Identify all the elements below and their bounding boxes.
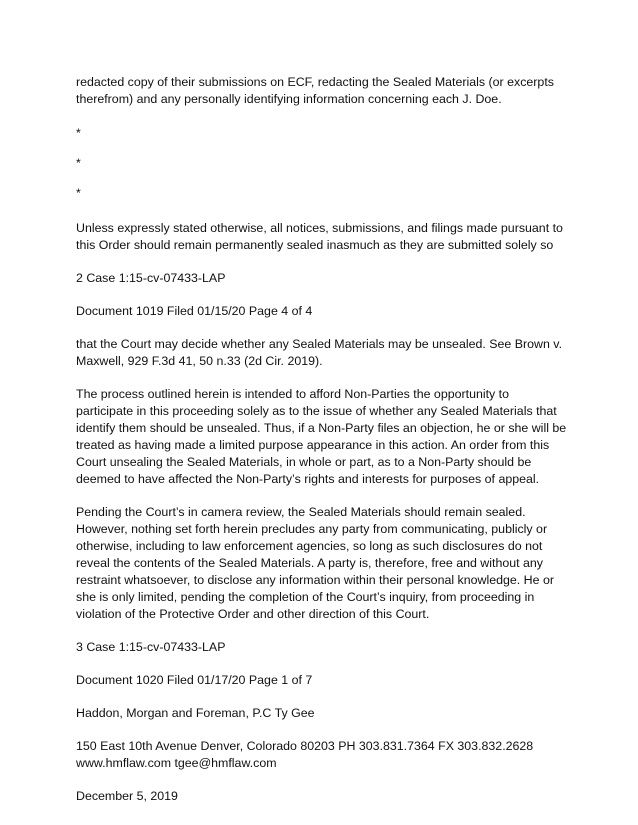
page-header-case-number: 2 Case 1:15-cv-07433-LAP bbox=[76, 271, 226, 285]
paragraph-redacted-copy: redacted copy of their submissions on ECF, redacting the Sealed Materials (or excerpts therefrom) and any personally identifying information concerning each J. Doe. bbox=[76, 75, 554, 106]
paragraph-pending-review: Pending the Court’s in camera review, the Sealed Materials should remain sealed. However, nothing set forth herein precludes any party from communicating, publicly or otherwise, including to law enforcement agencies, so long as such disclosures do not reveal the contents of the Sealed Materials. A party is, therefore, free and without any restraint whatsoever, to disclose any information within their personal knowledge. He or she is only limited, pending the completion of the Court’s inquiry, from proceeding in violation of the Protective Order and other direction of this Court. bbox=[76, 505, 554, 621]
separator-star-3: * bbox=[76, 186, 81, 200]
paragraph-unless-expressly: Unless expressly stated otherwise, all notices, submissions, and filings made pursuant to this Order should remain permanently sealed inasmuch as they are submitted solely so bbox=[76, 221, 563, 252]
page-header-document-filed-2: Document 1020 Filed 01/17/20 Page 1 of 7 bbox=[76, 673, 313, 687]
page-header-case-number-2: 3 Case 1:15-cv-07433-LAP bbox=[76, 640, 226, 654]
firm-address: 150 East 10th Avenue Denver, Colorado 80203 PH 303.831.7364 FX 303.832.2628 www.hmflaw.com tgee@hmflaw.com bbox=[76, 739, 534, 770]
paragraph-court-may-decide: that the Court may decide whether any Sealed Materials may be unsealed. See Brown v. Maxwell, 929 F.3d 41, 50 n.33 (2d Cir. 2019). bbox=[76, 337, 563, 368]
paragraph-process-outlined: The process outlined herein is intended to afford Non-Parties the opportunity to participate in this proceeding solely as to the issue of whether any Sealed Materials that identify them should be unsealed. Thus, if a Non-Party files an objection, he or she will be treated as having made a limited purpose appearance in this action. An order from this Court unsealing the Sealed Materials, in whole or part, as to a Non-Party should be deemed to have affected the Non-Party’s rights and interests for purposes of appeal. bbox=[76, 387, 567, 486]
separator-star-1: * bbox=[76, 126, 81, 140]
letter-date: December 5, 2019 bbox=[76, 789, 178, 803]
firm-name: Haddon, Morgan and Foreman, P.C Ty Gee bbox=[76, 706, 315, 720]
page-header-document-filed: Document 1019 Filed 01/15/20 Page 4 of 4 bbox=[76, 304, 313, 318]
separator-star-2: * bbox=[76, 156, 81, 170]
